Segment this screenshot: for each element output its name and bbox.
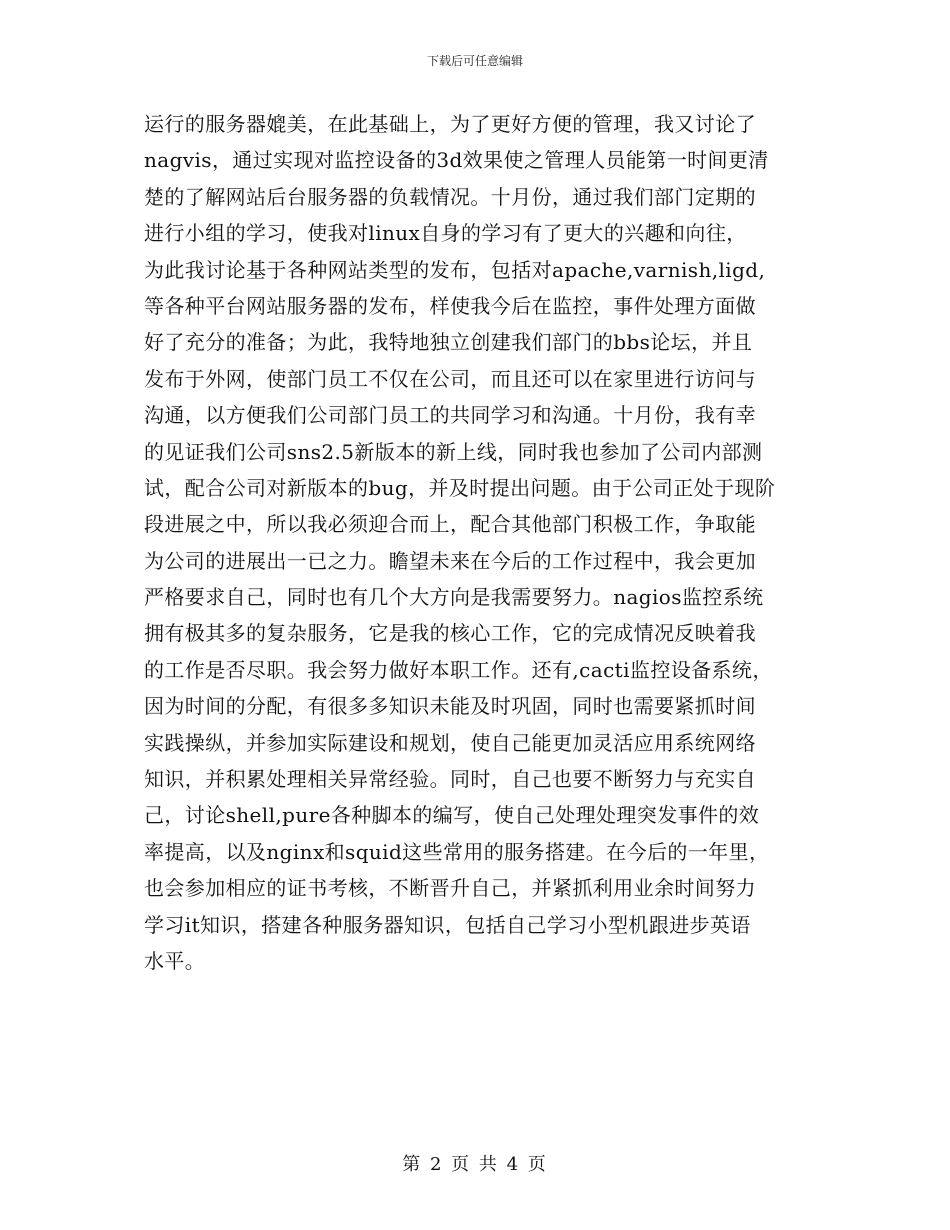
text-line: 学习it知识，搭建各种服务器知识，包括自己学习小型机跟进步英语 — [144, 912, 751, 937]
text-line: 也会参加相应的证书考核，不断晋升自己，并紧抓利用业余时间努力 — [144, 876, 756, 901]
text-line: 率提高，以及nginx和squid这些常用的服务搭建。在今后的一年里， — [144, 839, 770, 864]
text-line: 的工作是否尽职。我会努力做好本职工作。还有,cacti监控设备系统， — [144, 657, 773, 682]
text-line: 为此我讨论基于各种网站类型的发布，包括对apache,varnish,ligd, — [144, 257, 766, 282]
text-line: 因为时间的分配，有很多多知识未能及时巩固，同时也需要紧抓时间 — [144, 694, 756, 719]
text-line: 实践操纵，并参加实际建设和规划，使自己能更加灵活应用系统网络 — [144, 730, 756, 755]
text-line: 试，配合公司对新版本的bug，并及时提出问题。由于公司正处于现阶 — [144, 475, 776, 500]
text-line: 水平。 — [144, 948, 206, 973]
body-text — [144, 106, 804, 979]
text-line: 沟通，以方便我们公司部门员工的共同学习和沟通。十月份，我有幸 — [144, 403, 756, 428]
text-line: 楚的了解网站后台服务器的负载情况。十月份，通过我们部门定期的 — [144, 184, 756, 209]
page-header: 下载后可任意编辑 — [426, 54, 523, 68]
text-line: nagvis，通过实现对监控设备的3d效果使之管理人员能第一时间更清 — [144, 148, 769, 173]
page-number-footer: 第 2 页 共 4 页 — [402, 1154, 548, 1175]
text-line: 己，讨论shell,pure各种脚本的编写，使自己处理处理突发事件的效 — [144, 803, 760, 828]
text-line: 发布于外网，使部门员工不仅在公司，而且还可以在家里进行访问与 — [144, 366, 756, 391]
text-line: 严格要求自己，同时也有几个大方向是我需要努力。nagios监控系统 — [144, 585, 764, 610]
text-line: 的见证我们公司sns2.5新版本的新上线，同时我也参加了公司内部测 — [144, 439, 763, 464]
text-line: 进行小组的学习，使我对linux自身的学习有了更大的兴趣和向往， — [144, 221, 747, 246]
text-line: 段进展之中，所以我必须迎合而上，配合其他部门积极工作，争取能 — [144, 512, 756, 537]
text-line: 拥有极其多的复杂服务，它是我的核心工作，它的完成情况反映着我 — [144, 621, 756, 646]
text-line: 等各种平台网站服务器的发布，样使我今后在监控，事件处理方面做 — [144, 293, 756, 318]
text-line: 为公司的进展出一已之力。瞻望未来在今后的工作过程中，我会更加 — [144, 548, 756, 573]
text-line: 运行的服务器媲美，在此基础上，为了更好方便的管理，我又讨论了 — [144, 112, 756, 136]
text-line: 好了充分的准备；为此，我特地独立创建我们部门的bbs论坛，并且 — [144, 330, 753, 355]
text-line: 知识，并积累处理相关异常经验。同时，自己也要不断努力与充实自 — [144, 767, 756, 792]
